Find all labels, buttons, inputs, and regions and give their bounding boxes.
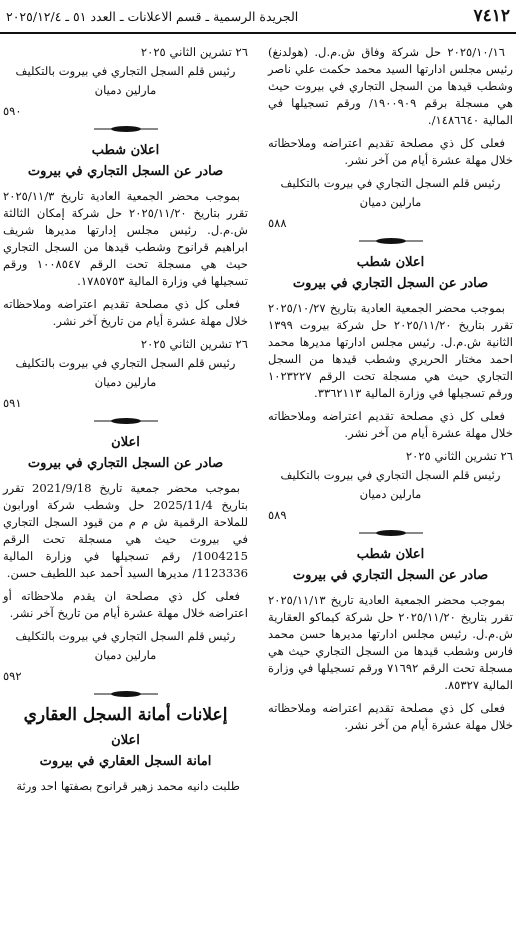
- page-number: ٧٤١٢: [473, 6, 510, 26]
- notice-subheading: امانة السجل العقاري في بيروت: [39, 754, 212, 769]
- notice-heading: اعلان شطب: [356, 547, 425, 562]
- notice-589: [268, 254, 513, 524]
- notice-body: طلبت دانيه محمد زهير قرانوح بصفتها احد ورثة: [16, 779, 240, 793]
- content-columns: [0, 44, 516, 934]
- notice-date: ٢٦ تشرين الثاني ٢٠٢٥: [405, 449, 513, 463]
- signer-name: مارلين دميان: [94, 83, 157, 97]
- notice-number: ٥٩٠: [3, 104, 22, 118]
- notice-body: ٢٠٢٥/١٠/١٦ حل شركة وفاق ش.م.ل. (هولدنغ) رئيس مجلس ادارتها السيد محمد حكمت علي ناصر وشطب قيدها من السجل التجاري في بيروت حيث هي مسجلة برقم ١٩٠٠٩٠٩/ ورقم تسجيلها في المالية ١٤٨٦٦٤٠/.: [268, 45, 514, 127]
- notice-objection: فعلى كل ذي مصلحة تقديم اعتراضه وملاحظاته خلال مهلة عشرة أيام من آخر نشر.: [268, 701, 513, 732]
- separator-ornament: [3, 418, 248, 424]
- notice-number: ٥٨٩: [268, 508, 287, 522]
- signer-title: رئيس قلم السجل التجاري في بيروت بالتكليف: [280, 176, 501, 190]
- signer-title: رئيس قلم السجل التجاري في بيروت بالتكليف: [15, 629, 236, 643]
- notice-subheading: صادر عن السجل التجاري في بيروت: [292, 568, 489, 583]
- separator-ornament: [3, 691, 248, 697]
- section-title: إعلانات أمانة السجل العقاري: [23, 705, 228, 725]
- notice-subheading: صادر عن السجل التجاري في بيروت: [27, 164, 224, 179]
- notice-heading: اعلان: [111, 435, 140, 450]
- notice-body: بموجب محضر الجمعية العادية بتاريخ ٢٠٢٥/١٠/٢٧ تقرر بتاريخ ٢٠٢٥/١١/٢٠ حل شركة بيروت ١٣٩٩ الثانية ش.م.ل. رئيس مجلس ادارتها مديرها محمد احمد مختار الحريري وشطب قيدها من السجل التجاري حيث هي مسجلة تحت الرقم ١٠٢٣٢٢٧ ورقم تسجيلها في وزارة المالية ٣٣٦٢١١٣.: [268, 301, 513, 400]
- notice-heading: اعلان شطب: [91, 143, 160, 158]
- notice-body: بموجب محضر الجمعية العادية تاريخ ٢٠٢٥/١١/٣ تقرر بتاريخ ٢٠٢٥/١١/٢٠ حل شركة إمكان الثالثة ش.م.ل. رئيس مجلس إدارتها مديرها شريف ابراهيم قرانوح وشطب قيدها من السجل التجاري حيث هي مسجلة تحت الرقم ١٠٠٨٥٤٧ ورقم تسجيلها في وزارة المالية ١٧٨٥٧٥٣.: [3, 189, 248, 288]
- gazette-header-title: الجريدة الرسمية ـ قسم الاعلانات ـ العدد ٥١ ـ ٢٠٢٥/١٢/٤: [6, 8, 299, 24]
- signer-name: مارلين دميان: [359, 487, 422, 501]
- notice-592: [3, 434, 248, 685]
- notice-590-signature: [3, 44, 248, 120]
- notice-objection: فعلى كل ذي مصلحة تقديم اعتراضه وملاحظاته خلال مهلة عشرة أيام من آخر نشر.: [268, 409, 513, 440]
- notice-number: ٥٨٨: [268, 216, 287, 230]
- notice-number: ٥٩١: [3, 396, 22, 410]
- signer-name: مارلين دميان: [94, 648, 157, 662]
- notice-588: [268, 44, 513, 232]
- notice-date: ٢٦ تشرين الثاني ٢٠٢٥: [140, 337, 248, 351]
- notice-objection: فعلى كل ذي مصلحة ان يقدم ملاحظاته أو اعتراضه خلال مهلة عشرة أيام من تاريخ آخر نشر.: [3, 589, 248, 620]
- signer-name: مارلين دميان: [94, 375, 157, 389]
- right-column: [265, 44, 516, 934]
- notice-body: بموجب محضر جمعية تاريخ 2021/9/18 تقرر بتاريخ 2025/11/4 حل وشطب شركة اورابون للملاحة الرقمية ش م م من قيود السجل التجاري في بيروت حيث هي مسجلة تحت الرقم 1004215/ رقم تسجيلها في وزارة المالية 1123336/ مديرها السيد أحمد عبد اللطيف حسن.: [3, 481, 248, 580]
- notice-590-body: [268, 546, 513, 734]
- notice-subheading: صادر عن السجل التجاري في بيروت: [27, 456, 224, 471]
- signer-title: رئيس قلم السجل التجاري في بيروت بالتكليف: [15, 64, 236, 78]
- page-header: [0, 0, 516, 34]
- notice-body: بموجب محضر الجمعية العادية تاريخ ٢٠٢٥/١١/١٣ تقرر بتاريخ ٢٠٢٥/١١/٢٠ حل شركة كيماكو العقارية ش.م.ل. رئيس مجلس ادارتها مديرها حسن محمد فارس وشطب قيدها من السجل التجاري حيث هي مسجلة تحت الرقم ٧١٦٩٢ ورقم تسجيلها في وزارة المالية ٨٥٣٢٧.: [268, 593, 513, 692]
- signer-title: رئيس قلم السجل التجاري في بيروت بالتكليف: [280, 468, 501, 482]
- left-column: [0, 44, 251, 934]
- notice-heading: اعلان: [111, 733, 140, 748]
- real-estate-section: [3, 707, 248, 795]
- signer-title: رئيس قلم السجل التجاري في بيروت بالتكليف: [15, 356, 236, 370]
- separator-ornament: [268, 238, 513, 244]
- notice-591: [3, 142, 248, 412]
- notice-subheading: صادر عن السجل التجاري في بيروت: [292, 276, 489, 291]
- notice-objection: فعلى كل ذي مصلحة تقديم اعتراضه وملاحظاته خلال مهلة عشرة أيام من تاريخ آخر نشر.: [3, 297, 248, 328]
- separator-ornament: [3, 126, 248, 132]
- notice-date: ٢٦ تشرين الثاني ٢٠٢٥: [140, 45, 248, 59]
- notice-heading: اعلان شطب: [356, 255, 425, 270]
- notice-number: ٥٩٢: [3, 669, 22, 683]
- signer-name: مارلين دميان: [359, 195, 422, 209]
- separator-ornament: [268, 530, 513, 536]
- notice-objection: فعلى كل ذي مصلحة تقديم اعتراضه وملاحظاته خلال مهلة عشرة أيام من آخر نشر.: [268, 136, 513, 167]
